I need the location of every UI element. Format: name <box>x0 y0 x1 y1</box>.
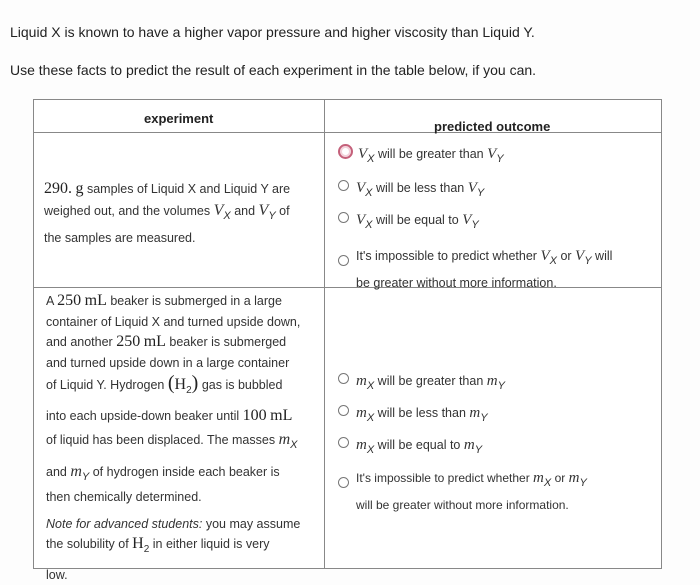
radio-selected[interactable] <box>338 144 353 159</box>
radio-button[interactable] <box>338 477 349 488</box>
option-mx-less[interactable]: mX will be less than mY <box>338 402 658 429</box>
sample-mass: 290. <box>44 180 72 197</box>
header-experiment: experiment <box>144 111 214 126</box>
header-divider <box>34 132 661 133</box>
experiment-1-text: 290. g samples of Liquid X and Liquid Y are weighed out, and the volumes VX and VY of the samples are measured. <box>44 180 291 245</box>
radio-button[interactable] <box>338 437 349 448</box>
experiment-2-text: A 250 mL beaker is submerged in a large container of Liquid X and turned upside down, and another 250 mL beaker is submerged and turned upside down in a large container of Liquid Y. Hydrogen $(H_2)$ gas is bubbled into each upside-down beaker until 100 mL of liquid has been displaced. The masses mX and mY of hydrogen inside each beaker is then chemically determined. Note for advanced students: you may assume the solubility of $H_2$ in either liquid is very low. <box>46 292 301 582</box>
intro-line-2: Use these facts to predict the result of each experiment in the table below, if you can. <box>10 62 537 78</box>
option-vx-less[interactable]: VX will be less than VY <box>338 177 658 204</box>
mass-unit: g <box>75 180 84 197</box>
column-divider <box>324 100 325 568</box>
radio-button[interactable] <box>338 405 349 416</box>
option-vx-impossible[interactable]: It's impossible to predict whether VX or VY will be greater without more information. <box>338 245 658 294</box>
option-mx-equal[interactable]: mX will be equal to mY <box>338 434 658 461</box>
intro-line-1: Liquid X is known to have a higher vapor pressure and higher viscosity than Liquid Y. <box>10 24 535 40</box>
radio-button[interactable] <box>338 212 349 223</box>
option-mx-greater[interactable]: mX will be greater than mY <box>338 370 658 397</box>
option-vx-greater[interactable]: VX will be greater than VY <box>338 143 658 170</box>
radio-button[interactable] <box>338 180 349 191</box>
option-mx-impossible[interactable]: It's impossible to predict whether mX or mY will be greater without more information. <box>338 467 658 516</box>
option-vx-equal[interactable]: VX will be equal to VY <box>338 209 658 236</box>
radio-button[interactable] <box>338 255 349 266</box>
radio-button[interactable] <box>338 373 349 384</box>
experiment-table <box>33 99 662 582</box>
header-predicted-outcome: predicted outcome <box>434 119 551 134</box>
